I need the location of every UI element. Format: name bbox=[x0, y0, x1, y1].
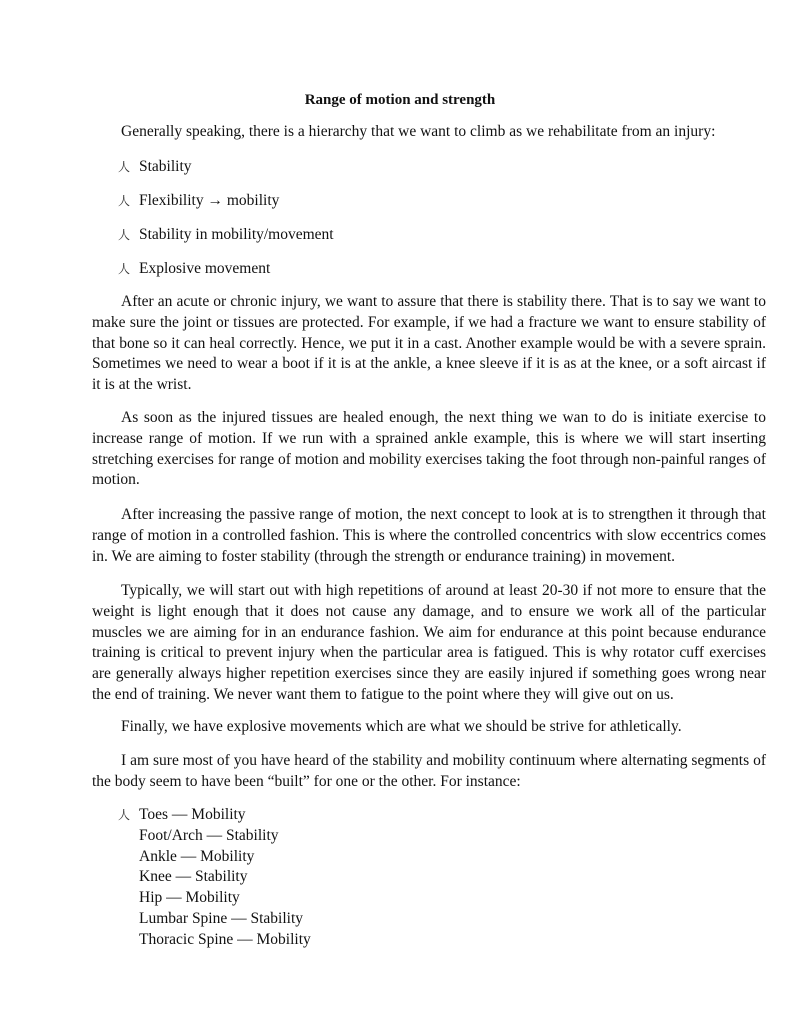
paragraph-range-of-motion: As soon as the injured tissues are healed enough, the next thing we wan to do is initiate exercise to increase range of motion. If we run with a sprained ankle example, this is where we will start inserting stretching exercises for range of motion and mobility exercises taking the foot through non-painful ranges of motion. bbox=[92, 409, 766, 489]
continuum-item-knee: Knee — Stability bbox=[139, 868, 248, 886]
continuum-lines bbox=[139, 805, 311, 951]
page-title: Range of motion and strength bbox=[304, 92, 496, 108]
paragraph-repetitions: Typically, we will start out with high repetitions of around at least 20-30 if not more to ensure that the weight is light enough that it does not cause any damage, and to ensure we work all of the particular muscles we are aiming for in an endurance fashion. We aim for endurance at this point because endurance training is critical to prevent injury when the particular area is fatigued. This is why rotator cuff exercises are generally always higher repetition exercises since they are easily injured if something goes wrong near the end of training. We never want them to fatigue to the point where they will give out on us. bbox=[92, 582, 766, 703]
hierarchy-item-stability-in-mobility: Stability in mobility/movement bbox=[139, 226, 334, 243]
continuum-item-toes: Toes — Mobility bbox=[139, 806, 246, 823]
bullet-icon: ⼈ bbox=[118, 262, 131, 276]
continuum-item-foot-arch: Foot/Arch — Stability bbox=[139, 826, 279, 844]
continuum-item-thoracic-spine: Thoracic Spine — Mobility bbox=[139, 930, 311, 948]
paragraph-explosive: Finally, we have explosive movements which are what we should be strive for athletically. bbox=[121, 718, 682, 735]
bullet-icon: ⼈ bbox=[118, 194, 131, 208]
hierarchy-item-flexibility: Flexibility → mobility bbox=[139, 192, 280, 209]
continuum-item-lumbar-spine: Lumbar Spine — Stability bbox=[139, 909, 304, 927]
bullet-icon: ⼈ bbox=[118, 160, 131, 174]
paragraph-strength: After increasing the passive range of motion, the next concept to look at is to strengthen it through that range of motion in a controlled fashion. This is where the controlled concentrics with slow eccentrics comes in. We are aiming to foster stability (through the strength or endurance training) in movement. bbox=[92, 506, 766, 565]
bullet-icon: ⼈ bbox=[118, 228, 131, 242]
hierarchy-item-stability: Stability bbox=[139, 158, 192, 175]
bullet-icon: ⼈ bbox=[118, 808, 131, 822]
paragraph-continuum: I am sure most of you have heard of the stability and mobility continuum where alternating segments of the body seem to have been “built” for one or the other. For instance: bbox=[92, 752, 766, 790]
continuum-item-hip: Hip — Mobility bbox=[139, 889, 240, 907]
hierarchy-item-explosive: Explosive movement bbox=[139, 260, 271, 277]
continuum-item-ankle: Ankle — Mobility bbox=[139, 847, 255, 865]
intro-paragraph: Generally speaking, there is a hierarchy that we want to climb as we rehabilitate from an injury: bbox=[121, 123, 716, 140]
paragraph-stability: After an acute or chronic injury, we want to assure that there is stability there. That is to say we want to make sure the joint or tissues are protected. For example, if we had a fracture we want to ensure stability of that bone so it can heal correctly. Hence, we put it in a cast. Another example would be with a severe sprain. Sometimes we need to wear a boot if it is at the ankle, a knee sleeve if it is as at the knee, or a soft aircast if it is at the wrist. bbox=[92, 293, 766, 394]
